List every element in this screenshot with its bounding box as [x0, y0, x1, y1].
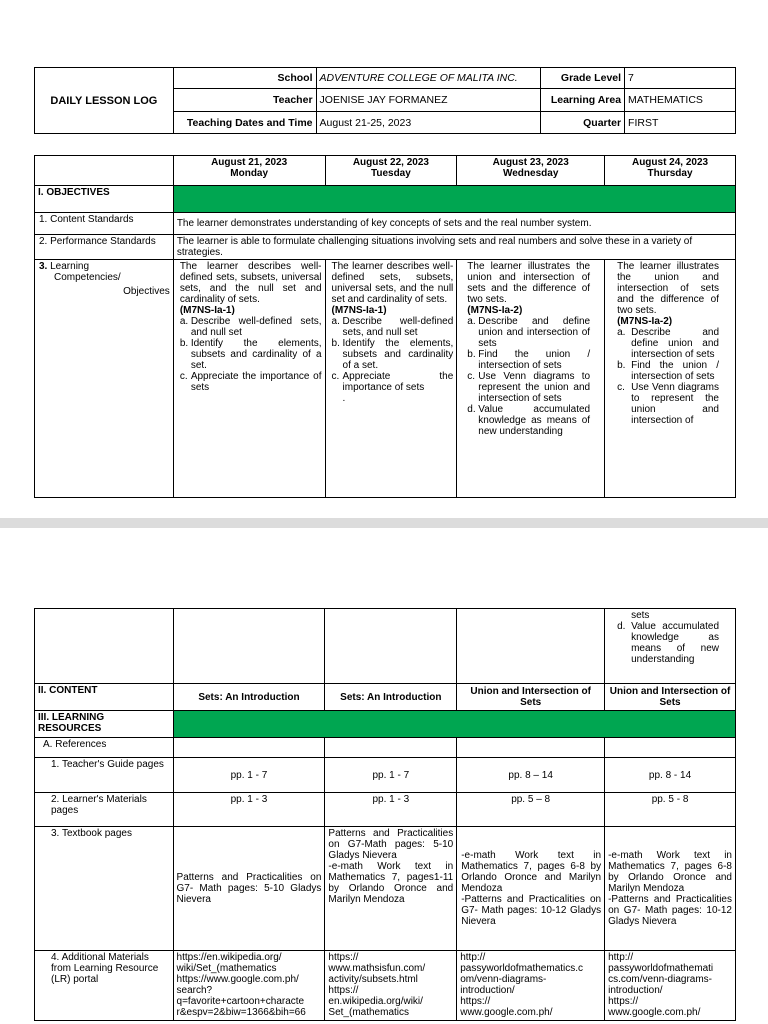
teacher-label: Teacher [173, 89, 316, 112]
teacher-value: JOENISE JAY FORMANEZ [316, 89, 541, 112]
textbook-pages: -e-math Work text in Mathematics 7, pages 6-8 by Orlando Oronce and Marilyn Mendoza -Patterns and Practicalities on G7- Math pages: 10-12 Gladys Nievera [457, 827, 605, 951]
competencies-thursday: The learner illustrates the union and intersection of sets and the difference of two sets. (M7NS-Ia-2) a. Describe and define union and intersection of sets b. Find the union / intersection of sets c. Use Venn diagrams to represent the union and intersection of [605, 260, 736, 498]
learning-resources-heading: III. LEARNING RESOURCES [35, 711, 174, 738]
additional-links: http:// passyworldofmathematics.c om/venn-diagrams- introduction/ https:// www.google.com.ph/ [457, 951, 605, 1021]
competencies-label: 3. Learning Competencies/ Objectives [35, 260, 174, 498]
quarter-label: Quarter [541, 112, 625, 134]
area-value: MATHEMATICS [625, 89, 736, 112]
tg-pages: pp. 1 - 7 [173, 758, 325, 793]
day-header: August 23, 2023 Wednesday [457, 156, 605, 186]
tg-pages: pp. 8 – 14 [457, 758, 605, 793]
day-header: August 24, 2023 Thursday [605, 156, 736, 186]
additional-label: 4. Additional Materials from Learning Resource (LR) portal [35, 951, 174, 1021]
lm-pages: pp. 5 - 8 [605, 793, 736, 827]
objectives-table [34, 155, 736, 498]
content-title: Sets: An Introduction [173, 684, 325, 711]
lm-label: 2. Learner's Materials pages [35, 793, 174, 827]
textbook-label: 3. Textbook pages [35, 827, 174, 951]
content-heading: II. CONTENT [35, 684, 174, 711]
objectives-green-bar [173, 186, 735, 213]
content-standards: The learner demonstrates understanding of key concepts of sets and the real number system. [173, 213, 735, 235]
additional-links: https://en.wikipedia.org/ wiki/Set_(mathematics https://www.google.com.ph/ search? q=favorite+cartoon+characte r&espv=2&biw=1366&bih=66 [173, 951, 325, 1021]
content-title: Sets: An Introduction [325, 684, 457, 711]
log-title: DAILY LESSON LOG [35, 68, 174, 134]
performance-standards: The learner is able to formulate challenging situations involving sets and real numbers and solve these in a variety of strategies. [173, 235, 735, 260]
resources-green-bar [173, 711, 735, 738]
references-label: A. References [35, 738, 174, 758]
school-label: School [173, 68, 316, 89]
quarter-value: FIRST [625, 112, 736, 134]
header-table [34, 67, 736, 134]
additional-links: http:// passyworldofmathemati cs.com/venn-diagrams- introduction/ https:// www.google.com.ph/ [605, 951, 736, 1021]
lm-pages: pp. 1 - 3 [173, 793, 325, 827]
content-title: Union and Intersection of Sets [457, 684, 605, 711]
competencies-tuesday: The learner describes well-defined sets, subsets, universal sets, and the null set and cardinality of sets. (M7NS-Ia-1) a. Describe well-defined sets, and null set b. Identify the elements, subsets and cardinality of a set. c. Appreciate the importance of sets . [325, 260, 457, 498]
competencies-thursday-cont: sets d. Value accumulated knowledge as means of new understanding [605, 609, 736, 684]
content-title: Union and Intersection of Sets [605, 684, 736, 711]
performance-standards-label: 2. Performance Standards [35, 235, 174, 260]
dates-label: Teaching Dates and Time [173, 112, 316, 134]
textbook-pages: -e-math Work text in Mathematics 7, pages 6-8 by Orlando Oronce and Marilyn Mendoza -Patterns and Practicalities on G7- Math pages: 10-12 Gladys Nievera [605, 827, 736, 951]
tg-label: 1. Teacher's Guide pages [35, 758, 174, 793]
additional-links: https:// www.mathsisfun.com/ activity/subsets.html https:// en.wikipedia.org/wiki/ Set_(mathematics [325, 951, 457, 1021]
tg-pages: pp. 8 - 14 [605, 758, 736, 793]
school-value: ADVENTURE COLLEGE OF MALITA INC. [316, 68, 541, 89]
lm-pages: pp. 5 – 8 [457, 793, 605, 827]
textbook-pages: Patterns and Practicalities on G7- Math pages: 5-10 Gladys Nievera [173, 827, 325, 951]
area-label: Learning Area [541, 89, 625, 112]
day-header: August 22, 2023 Tuesday [325, 156, 457, 186]
content-table [34, 608, 736, 1021]
tg-pages: pp. 1 - 7 [325, 758, 457, 793]
lm-pages: pp. 1 - 3 [325, 793, 457, 827]
grade-label: Grade Level [541, 68, 625, 89]
page-2 [0, 528, 768, 1024]
grade-value: 7 [625, 68, 736, 89]
competencies-wednesday: The learner illustrates the union and intersection of sets and the difference of two sets. (M7NS-Ia-2) a. Describe and define union and intersection of sets b. Find the union / intersection of sets c. Use Venn diagrams to represent the union and intersection of sets d. Value accumulated knowledge as means of new understanding [457, 260, 605, 498]
objectives-heading: I. OBJECTIVES [35, 186, 174, 213]
textbook-pages: Patterns and Practicalities on G7-Math pages: 5-10 Gladys Nievera -e-math Work text in Mathematics 7, pages1-11 by Orlando Oronce and Marilyn Mendoza [325, 827, 457, 951]
dates-value: August 21-25, 2023 [316, 112, 541, 134]
competencies-monday: The learner describes well-defined sets, subsets, universal sets, and the null set and cardinality of sets. (M7NS-Ia-1) a. Describe well-defined sets, and null set b. Identify the elements, subsets and cardinality of a set. c. Appreciate the importance of sets [173, 260, 325, 498]
day-header: August 21, 2023 Monday [173, 156, 325, 186]
content-standards-label: 1. Content Standards [35, 213, 174, 235]
